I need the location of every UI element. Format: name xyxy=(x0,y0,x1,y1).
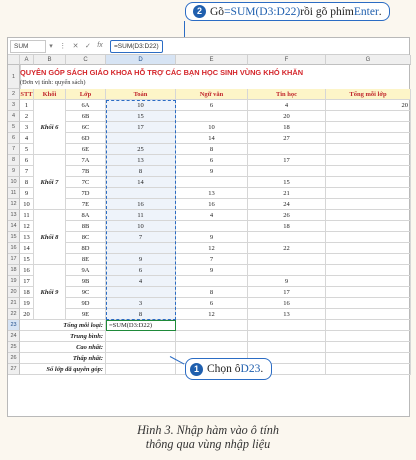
header-toan[interactable]: Toán xyxy=(106,89,176,100)
cell-lop[interactable]: 6A xyxy=(66,100,106,111)
row-header-8[interactable]: 8 xyxy=(8,155,20,166)
cell-toan[interactable]: 11 xyxy=(106,210,176,221)
cell-ngu-van[interactable]: 9 xyxy=(176,232,248,243)
cell-lop[interactable]: 6C xyxy=(66,122,106,133)
cell-tin-hoc[interactable]: 20 xyxy=(248,111,326,122)
cell-tong-moi-lop[interactable] xyxy=(326,133,411,144)
cell-toan[interactable]: 3 xyxy=(106,298,176,309)
cell-stt[interactable]: 1 xyxy=(20,100,34,111)
row-header-16[interactable]: 16 xyxy=(8,243,20,254)
row-header-9[interactable]: 9 xyxy=(8,166,20,177)
row-header-2[interactable]: 2 xyxy=(8,89,20,100)
cell-ngu-van[interactable]: 16 xyxy=(176,199,248,210)
summary-empty[interactable] xyxy=(248,331,326,342)
cell-tong-moi-lop[interactable] xyxy=(326,177,411,188)
step-1-badge: 1 xyxy=(190,363,203,376)
summary-empty[interactable] xyxy=(248,342,326,353)
cell-stt[interactable]: 19 xyxy=(20,298,34,309)
cell-tong-moi-lop[interactable] xyxy=(326,199,411,210)
cell-tong-moi-lop[interactable] xyxy=(326,210,411,221)
cell-tong-moi-lop[interactable] xyxy=(326,287,411,298)
cell-tin-hoc[interactable] xyxy=(248,144,326,155)
cell-lop[interactable]: 7E xyxy=(66,199,106,210)
row-header-25[interactable]: 25 xyxy=(8,342,20,353)
row-header-3[interactable]: 3 xyxy=(8,100,20,111)
cell-ngu-van[interactable]: 6 xyxy=(176,155,248,166)
row-header-4[interactable]: 4 xyxy=(8,111,20,122)
cell-tin-hoc[interactable]: 26 xyxy=(248,210,326,221)
summary-label: Tổng mỗi loại: xyxy=(20,320,106,331)
cell-toan[interactable]: 13 xyxy=(106,155,176,166)
row-header-18[interactable]: 18 xyxy=(8,265,20,276)
cell-stt[interactable]: 9 xyxy=(20,188,34,199)
cell-stt[interactable]: 13 xyxy=(20,232,34,243)
cell-lop[interactable]: 7D xyxy=(66,188,106,199)
header-lop[interactable]: Lớp xyxy=(66,89,106,100)
row-header-17[interactable]: 17 xyxy=(8,254,20,265)
column-header-a[interactable]: A xyxy=(20,55,34,65)
cell-stt[interactable]: 18 xyxy=(20,287,34,298)
cell-toan[interactable]: 25 xyxy=(106,144,176,155)
cell-tin-hoc[interactable] xyxy=(248,166,326,177)
callout-enter-formula xyxy=(185,2,390,21)
select-all-corner[interactable] xyxy=(8,55,20,65)
cell-lop[interactable]: 9D xyxy=(66,298,106,309)
cell-stt[interactable]: 5 xyxy=(20,144,34,155)
row-header-22[interactable]: 22 xyxy=(8,309,20,320)
cell-tin-hoc[interactable]: 22 xyxy=(248,243,326,254)
cell-toan[interactable]: 4 xyxy=(106,276,176,287)
cell-toan[interactable]: 6 xyxy=(106,265,176,276)
cell-d23-active[interactable]: =SUM(D3:D22) xyxy=(106,320,176,331)
cell-lop[interactable]: 7B xyxy=(66,166,106,177)
cell-toan[interactable] xyxy=(106,188,176,199)
cell-stt[interactable]: 20 xyxy=(20,309,34,320)
unit-note: (Đơn vị tính: quyển sách) xyxy=(20,79,86,86)
cell-lop[interactable]: 9C xyxy=(66,287,106,298)
callout-formula: =SUM(D3:D22) xyxy=(224,5,301,18)
row-header-10[interactable]: 10 xyxy=(8,177,20,188)
cell-tong-moi-lop[interactable]: 20 xyxy=(326,100,411,111)
cell-stt[interactable]: 8 xyxy=(20,177,34,188)
cell-tong-moi-lop[interactable] xyxy=(326,276,411,287)
cell-ngu-van[interactable]: 13 xyxy=(176,188,248,199)
summary-label: Số lớp đã quyên góp: xyxy=(20,364,106,375)
cell-stt[interactable]: 7 xyxy=(20,166,34,177)
row-header-27[interactable]: 27 xyxy=(8,364,20,375)
row-header-24[interactable]: 24 xyxy=(8,331,20,342)
cell-lop[interactable]: 8B xyxy=(66,221,106,232)
column-header-g[interactable]: G xyxy=(326,55,411,65)
cell-ngu-van[interactable]: 4 xyxy=(176,210,248,221)
row-header-23[interactable]: 23 xyxy=(8,320,20,331)
callout-cell-ref: D23 xyxy=(240,363,261,375)
row-header-5[interactable]: 5 xyxy=(8,122,20,133)
cell-ngu-van[interactable]: 7 xyxy=(176,254,248,265)
cell-stt[interactable]: 2 xyxy=(20,111,34,122)
summary-label: Thấp nhất: xyxy=(20,353,106,364)
header-ngu-van[interactable]: Ngữ văn xyxy=(176,89,248,100)
cell-tin-hoc[interactable]: 17 xyxy=(248,155,326,166)
summary-value[interactable] xyxy=(106,331,176,342)
cell-stt[interactable]: 16 xyxy=(20,265,34,276)
cell-lop[interactable]: 6E xyxy=(66,144,106,155)
callout-d23-prefix: Chọn ô xyxy=(207,363,241,375)
cell-tin-hoc[interactable]: 21 xyxy=(248,188,326,199)
row-header-20[interactable]: 20 xyxy=(8,287,20,298)
cell-tong-moi-lop[interactable] xyxy=(326,254,411,265)
cell-ngu-van[interactable] xyxy=(176,221,248,232)
cell-tin-hoc[interactable]: 18 xyxy=(248,122,326,133)
cell-ngu-van[interactable]: 6 xyxy=(176,100,248,111)
cancel-icon[interactable]: ✕ xyxy=(72,43,79,50)
cell-ngu-van[interactable]: 10 xyxy=(176,122,248,133)
summary-empty[interactable] xyxy=(248,320,326,331)
summary-empty[interactable] xyxy=(176,331,248,342)
cell-ngu-van[interactable] xyxy=(176,276,248,287)
summary-empty[interactable] xyxy=(176,320,248,331)
cell-ngu-van[interactable] xyxy=(176,111,248,122)
cell-lop[interactable]: 6D xyxy=(66,133,106,144)
callout-text-prefix: Gõ xyxy=(210,5,225,18)
cell-stt[interactable]: 17 xyxy=(20,276,34,287)
cell-khoi-group[interactable]: Khối 8 xyxy=(34,210,66,265)
summary-label: Trung bình: xyxy=(20,331,106,342)
cell-ngu-van[interactable]: 14 xyxy=(176,133,248,144)
cell-tong-moi-lop[interactable] xyxy=(326,265,411,276)
formula-bar xyxy=(8,38,409,55)
cell-ngu-van[interactable]: 9 xyxy=(176,265,248,276)
header-khoi[interactable]: Khối xyxy=(34,89,66,100)
cell-toan[interactable]: 7 xyxy=(106,232,176,243)
summary-label: Cao nhất: xyxy=(20,342,106,353)
cell-tin-hoc[interactable]: 15 xyxy=(248,177,326,188)
cell-ngu-van[interactable]: 8 xyxy=(176,144,248,155)
summary-empty[interactable] xyxy=(326,353,411,364)
cell-tin-hoc[interactable]: 4 xyxy=(248,100,326,111)
cell-lop[interactable]: 9E xyxy=(66,309,106,320)
separator-icon: ⋮ xyxy=(59,43,67,50)
name-box[interactable]: SUM xyxy=(10,40,46,53)
figure-caption-line-2: thông qua vùng nhập liệu xyxy=(145,437,271,451)
callout-key: Enter xyxy=(353,5,379,18)
row-header-21[interactable]: 21 xyxy=(8,298,20,309)
cell-tin-hoc[interactable] xyxy=(248,254,326,265)
cell-lop[interactable]: 9A xyxy=(66,265,106,276)
cell-tin-hoc[interactable]: 17 xyxy=(248,287,326,298)
row-header-26[interactable]: 26 xyxy=(8,353,20,364)
cell-tong-moi-lop[interactable] xyxy=(326,221,411,232)
row-header-6[interactable]: 6 xyxy=(8,133,20,144)
cell-lop[interactable]: 8D xyxy=(66,243,106,254)
row-header-14[interactable]: 14 xyxy=(8,221,20,232)
cell-toan[interactable]: 8 xyxy=(106,309,176,320)
cell-lop[interactable]: 8A xyxy=(66,210,106,221)
formula-input[interactable]: =SUM(D3:D22) xyxy=(110,40,163,53)
header-stt[interactable]: STT xyxy=(20,89,34,100)
summary-empty[interactable] xyxy=(326,342,411,353)
row-header-15[interactable]: 15 xyxy=(8,232,20,243)
cell-toan[interactable]: 9 xyxy=(106,254,176,265)
cell-ngu-van[interactable]: 12 xyxy=(176,309,248,320)
row-header-12[interactable]: 12 xyxy=(8,199,20,210)
cell-stt[interactable]: 10 xyxy=(20,199,34,210)
cell-toan[interactable]: 10 xyxy=(106,221,176,232)
callout-text-suffix: . xyxy=(378,5,382,18)
cell-toan[interactable] xyxy=(106,287,176,298)
row-header-13[interactable]: 13 xyxy=(8,210,20,221)
summary-empty[interactable] xyxy=(326,364,411,375)
cell-stt[interactable]: 12 xyxy=(20,221,34,232)
sheet-title: QUYÊN GÓP SÁCH GIÁO KHOA HỖ TRỢ CÁC BẠN HỌC SINH VÙNG KHÓ KHĂN xyxy=(20,68,304,77)
cell-lop[interactable]: 8C xyxy=(66,232,106,243)
cell-ngu-van[interactable]: 12 xyxy=(176,243,248,254)
cell-tong-moi-lop[interactable] xyxy=(326,298,411,309)
cell-tong-moi-lop[interactable] xyxy=(326,188,411,199)
cell-toan[interactable] xyxy=(106,243,176,254)
cell-khoi-group[interactable]: Khối 6 xyxy=(34,100,66,155)
formula-bar-icons xyxy=(46,42,106,50)
column-header-f[interactable]: F xyxy=(248,55,326,65)
column-header-c[interactable]: C xyxy=(66,55,106,65)
summary-value[interactable] xyxy=(106,353,176,364)
insert-function-icon[interactable]: fx xyxy=(97,42,103,49)
cell-toan[interactable]: 15 xyxy=(106,111,176,122)
cell-tin-hoc[interactable]: 18 xyxy=(248,221,326,232)
cell-tong-moi-lop[interactable] xyxy=(326,144,411,155)
callout-d23-suffix: . xyxy=(260,363,264,375)
cell-tong-moi-lop[interactable] xyxy=(326,155,411,166)
cell-tong-moi-lop[interactable] xyxy=(326,166,411,177)
row-header-7[interactable]: 7 xyxy=(8,144,20,155)
dropdown-icon[interactable]: ▾ xyxy=(49,43,53,50)
cell-stt[interactable]: 15 xyxy=(20,254,34,265)
row-header-11[interactable]: 11 xyxy=(8,188,20,199)
column-header-e[interactable]: E xyxy=(176,55,248,65)
callout-select-cell xyxy=(185,358,272,380)
header-tin-hoc[interactable]: Tin học xyxy=(248,89,326,100)
column-header-b[interactable]: B xyxy=(34,55,66,65)
cell-stt[interactable]: 4 xyxy=(20,133,34,144)
cell-khoi-group[interactable]: Khối 7 xyxy=(34,155,66,210)
cell-tin-hoc[interactable] xyxy=(248,232,326,243)
row-header-1[interactable]: 1 xyxy=(8,65,20,89)
cell-tong-moi-lop[interactable] xyxy=(326,243,411,254)
cell-tin-hoc[interactable]: 9 xyxy=(248,276,326,287)
step-2-badge: 2 xyxy=(193,5,206,18)
cell-ngu-van[interactable]: 8 xyxy=(176,287,248,298)
cell-tong-moi-lop[interactable] xyxy=(326,232,411,243)
cell-toan[interactable] xyxy=(106,133,176,144)
column-header-d[interactable]: D xyxy=(106,55,176,65)
cell-khoi-group[interactable]: Khối 9 xyxy=(34,265,66,320)
cell-tin-hoc[interactable]: 13 xyxy=(248,309,326,320)
summary-empty[interactable] xyxy=(326,320,411,331)
cell-toan[interactable]: 16 xyxy=(106,199,176,210)
summary-value[interactable] xyxy=(106,342,176,353)
cell-tong-moi-lop[interactable] xyxy=(326,111,411,122)
header-tong-moi-lop[interactable]: Tổng mỗi lớp xyxy=(326,89,411,100)
callout-text-middle: rồi gõ phím xyxy=(300,5,354,18)
cell-stt[interactable]: 11 xyxy=(20,210,34,221)
enter-icon[interactable]: ✓ xyxy=(84,43,91,50)
cell-ngu-van[interactable]: 6 xyxy=(176,298,248,309)
cell-lop[interactable]: 6B xyxy=(66,111,106,122)
cell-tong-moi-lop[interactable] xyxy=(326,122,411,133)
cell-toan[interactable]: 10 xyxy=(106,100,176,111)
summary-empty[interactable] xyxy=(326,331,411,342)
figure-caption-line-1: Hình 3. Nhập hàm vào ô tính xyxy=(137,423,279,437)
summary-empty[interactable] xyxy=(176,342,248,353)
cell-toan[interactable]: 14 xyxy=(106,177,176,188)
cell-tin-hoc[interactable]: 16 xyxy=(248,298,326,309)
cell-tin-hoc[interactable]: 27 xyxy=(248,133,326,144)
cell-lop[interactable]: 7A xyxy=(66,155,106,166)
summary-value[interactable] xyxy=(106,364,176,375)
cell-ngu-van[interactable] xyxy=(176,177,248,188)
cell-toan[interactable]: 17 xyxy=(106,122,176,133)
cell-lop[interactable]: 7C xyxy=(66,177,106,188)
cell-stt[interactable]: 6 xyxy=(20,155,34,166)
cell-tin-hoc[interactable]: 24 xyxy=(248,199,326,210)
cell-tin-hoc[interactable] xyxy=(248,265,326,276)
cell-stt[interactable]: 14 xyxy=(20,243,34,254)
cell-ngu-van[interactable]: 9 xyxy=(176,166,248,177)
cell-toan[interactable]: 8 xyxy=(106,166,176,177)
cell-lop[interactable]: 9B xyxy=(66,276,106,287)
cell-lop[interactable]: 8E xyxy=(66,254,106,265)
row-header-19[interactable]: 19 xyxy=(8,276,20,287)
cell-tong-moi-lop[interactable] xyxy=(326,309,411,320)
cell-stt[interactable]: 3 xyxy=(20,122,34,133)
